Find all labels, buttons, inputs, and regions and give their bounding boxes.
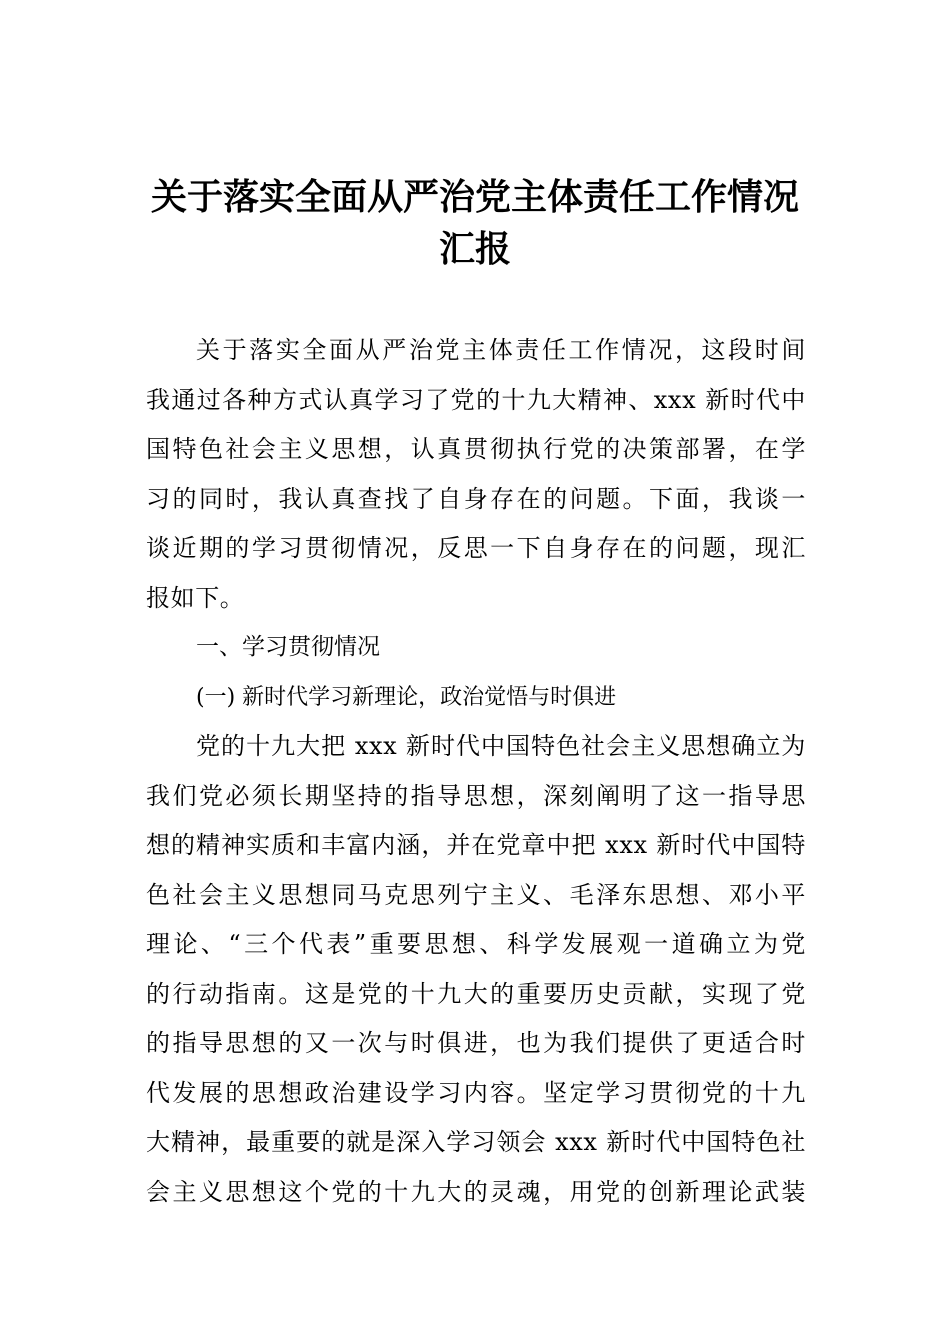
text-line: 党的十九大把 xxx 新时代中国特色社会主义思想确立为: [196, 732, 806, 760]
text-line: 的行动指南。这是党的十九大的重要历史贡献，实现了党: [146, 979, 806, 1008]
text-line: 色社会主义思想同马克思列宁主义、毛泽东思想、邓小平: [146, 880, 806, 909]
text-line: 报如下。: [146, 583, 245, 612]
text-line: 我们党必须长期坚持的指导思想，深刻阐明了这一指导思: [146, 781, 806, 810]
subsection-heading: (一) 新时代学习新理论，政治觉悟与时俱进: [196, 684, 617, 710]
body-paragraph: [146, 722, 806, 1217]
text-line: 会主义思想这个党的十九大的灵魂，用党的创新理论武装: [146, 1177, 806, 1206]
text-line: 的指导思想的又一次与时俱进，也为我们提供了更适合时: [146, 1029, 806, 1057]
document-body: [146, 326, 806, 1217]
text-line: 我通过各种方式认真学习了党的十九大精神、xxx 新时代中: [146, 385, 806, 414]
document-title: [145, 172, 805, 276]
section-heading: 一、学习贯彻情况: [196, 634, 380, 660]
title-line-2: 汇报: [438, 229, 511, 270]
title-line-1: 关于落实全面从严治党主体责任工作情况: [150, 177, 799, 218]
text-line: 代发展的思想政治建设学习内容。坚定学习贯彻党的十九: [146, 1078, 806, 1107]
text-line: 大精神，最重要的就是深入学习领会 xxx 新时代中国特色社: [146, 1128, 806, 1156]
text-line: 谈近期的学习贯彻情况，反思一下自身存在的问题，现汇: [146, 534, 806, 562]
text-line: 想的精神实质和丰富内涵，并在党章中把 xxx 新时代中国特: [146, 831, 806, 859]
text-line: 关于落实全面从严治党主体责任工作情况，这段时间: [196, 336, 806, 364]
text-line: 习的同时，我认真查找了自身存在的问题。下面，我谈一: [146, 484, 806, 513]
text-line: 理论、“三个代表”重要思想、科学发展观一道确立为党: [146, 930, 806, 958]
text-line: 国特色社会主义思想，认真贯彻执行党的决策部署，在学: [146, 435, 806, 463]
intro-paragraph: [146, 326, 806, 623]
